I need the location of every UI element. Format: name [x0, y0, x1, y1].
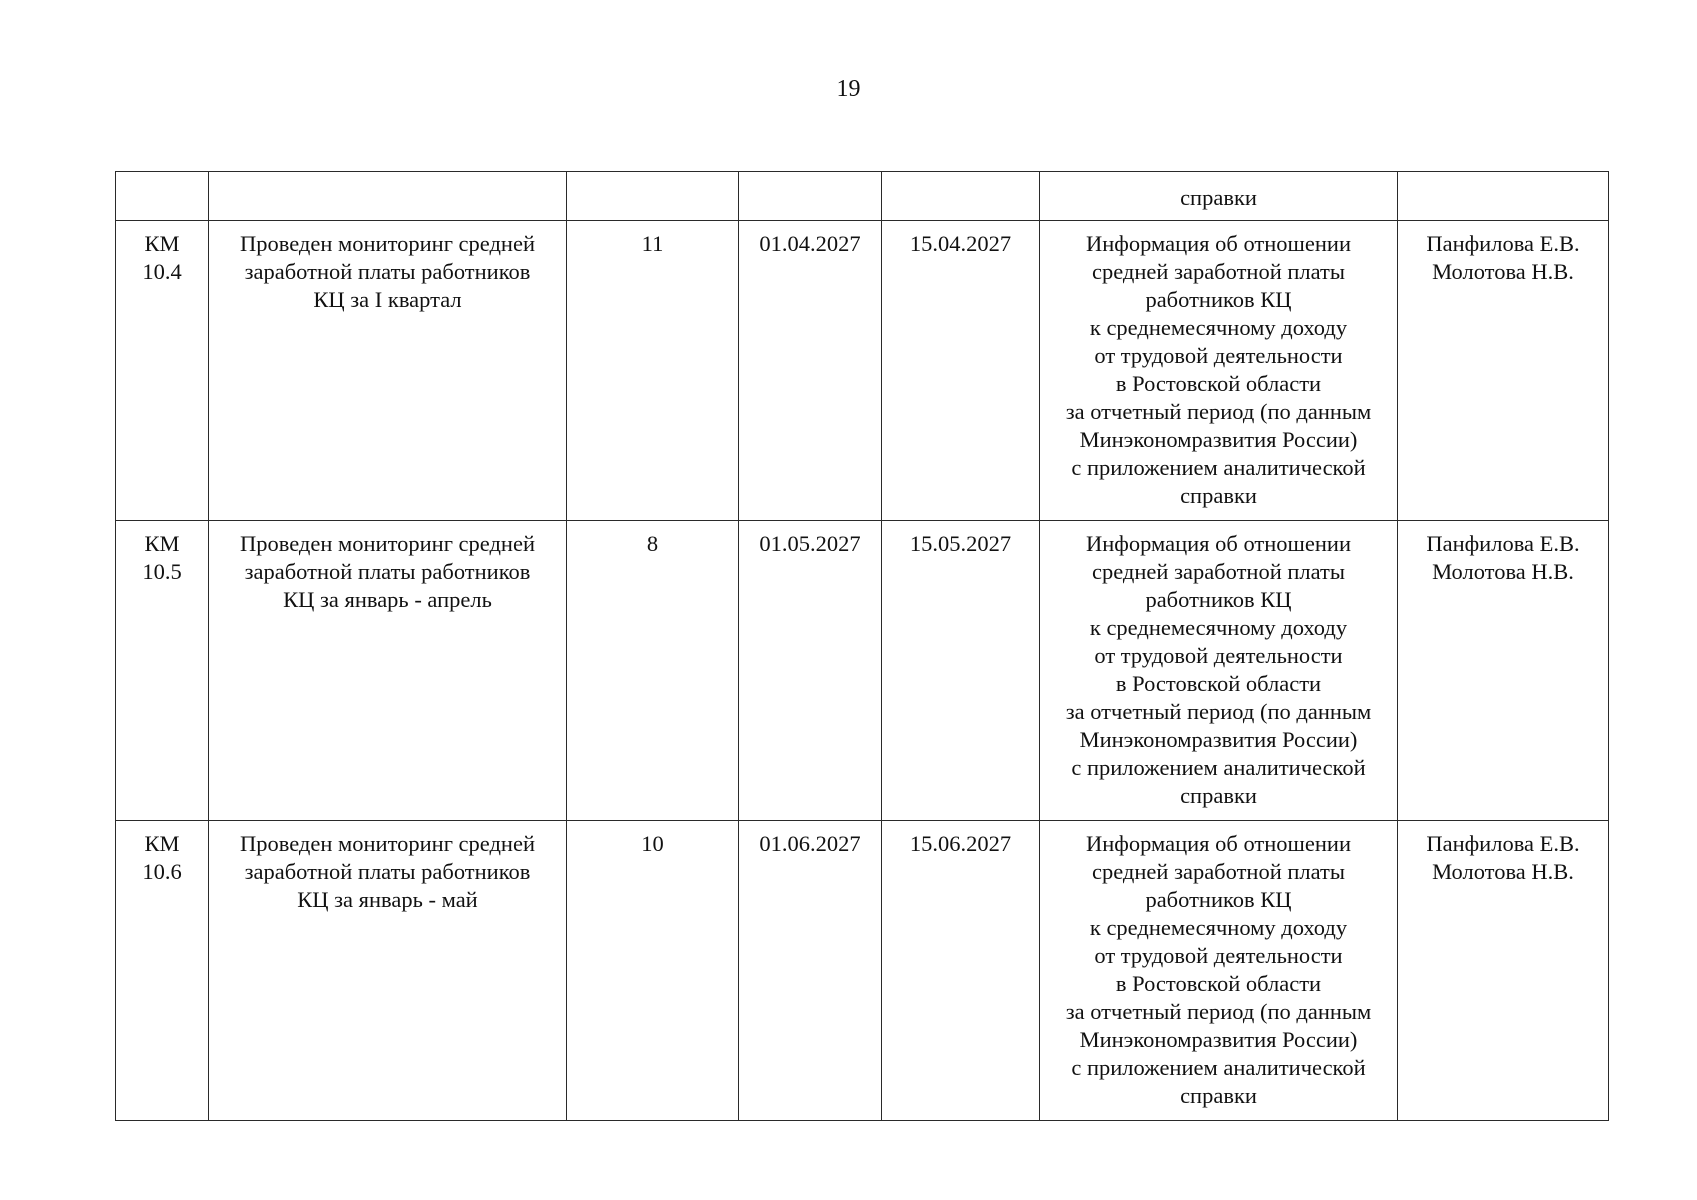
cell-responsible — [1398, 172, 1609, 221]
result-line: за отчетный период (по данным — [1065, 699, 1372, 724]
result-line: Минэкономразвития России) — [1079, 1027, 1358, 1052]
result-line: в Ростовской области — [1115, 371, 1322, 396]
result-line: за отчетный период (по данным — [1065, 399, 1372, 424]
page-number: 19 — [836, 76, 861, 102]
table-body — [116, 172, 1609, 1121]
result-line: работников КЦ — [1145, 587, 1292, 612]
description-line: КЦ за январь - апрель — [283, 587, 492, 612]
result-line: Минэкономразвития России) — [1079, 427, 1358, 452]
responsible-line: Панфилова Е.В. — [1426, 231, 1580, 256]
cell-start-date: 01.06.2027 — [739, 821, 882, 1121]
responsible-line: Панфилова Е.В. — [1426, 531, 1580, 556]
cell-result — [1040, 172, 1398, 221]
responsible-line: Молотова Н.В. — [1432, 559, 1574, 584]
table-row-continuation — [116, 172, 1609, 221]
description-line: КЦ за I квартал — [313, 287, 462, 312]
result-line: Информация об отношении — [1086, 231, 1351, 256]
code-line: 10.6 — [142, 859, 182, 884]
cell-code — [116, 221, 209, 521]
result-line: справки — [1180, 483, 1257, 508]
result-line: Минэкономразвития России) — [1079, 727, 1358, 752]
result-line: к среднемесячному доходу — [1089, 315, 1348, 340]
cell-description — [209, 521, 567, 821]
cell-result — [1040, 821, 1398, 1121]
cell-start-date — [739, 172, 882, 221]
result-line: работников КЦ — [1145, 887, 1292, 912]
result-line: к среднемесячному доходу — [1089, 915, 1348, 940]
cell-duration: 11 — [567, 221, 739, 521]
description-line: Проведен мониторинг средней — [239, 231, 536, 256]
cell-duration: 8 — [567, 521, 739, 821]
cell-code — [116, 172, 209, 221]
result-line: к среднемесячному доходу — [1089, 615, 1348, 640]
result-line: Информация об отношении — [1086, 531, 1351, 556]
control-points-table — [115, 171, 1609, 1121]
cell-result — [1040, 521, 1398, 821]
result-line: средней заработной платы — [1092, 559, 1345, 584]
result-line: с приложением аналитической — [1071, 1055, 1366, 1080]
cell-responsible — [1398, 521, 1609, 821]
cell-responsible — [1398, 221, 1609, 521]
cell-start-date: 01.05.2027 — [739, 521, 882, 821]
code-line: 10.5 — [142, 559, 182, 584]
cell-description — [209, 221, 567, 521]
code-line: 10.4 — [142, 259, 182, 284]
result-line: с приложением аналитической — [1071, 755, 1366, 780]
result-line: в Ростовской области — [1115, 971, 1322, 996]
code-line: КМ — [144, 831, 180, 856]
result-line: от трудовой деятельности — [1094, 943, 1343, 968]
description-line: заработной платы работников — [244, 859, 531, 884]
cell-code — [116, 521, 209, 821]
code-line: КМ — [144, 531, 180, 556]
code-line: КМ — [144, 231, 180, 256]
cell-end-date: 15.04.2027 — [882, 221, 1040, 521]
result-line: справки — [1180, 783, 1257, 808]
cell-end-date: 15.06.2027 — [882, 821, 1040, 1121]
cell-result — [1040, 221, 1398, 521]
result-line: справки — [1180, 1083, 1257, 1108]
result-line: средней заработной платы — [1092, 859, 1345, 884]
responsible-line: Молотова Н.В. — [1432, 859, 1574, 884]
table-row — [116, 521, 1609, 821]
description-line: КЦ за январь - май — [297, 887, 478, 912]
result-line: от трудовой деятельности — [1094, 343, 1343, 368]
result-line: с приложением аналитической — [1071, 455, 1366, 480]
cell-description — [209, 172, 567, 221]
result-line: Информация об отношении — [1086, 831, 1351, 856]
cell-responsible — [1398, 821, 1609, 1121]
responsible-line: Молотова Н.В. — [1432, 259, 1574, 284]
description-line: заработной платы работников — [244, 559, 531, 584]
cell-code — [116, 821, 209, 1121]
result-line: в Ростовской области — [1115, 671, 1322, 696]
result-line: справки — [1180, 185, 1257, 210]
result-line: за отчетный период (по данным — [1065, 999, 1372, 1024]
cell-duration — [567, 172, 739, 221]
table-row — [116, 221, 1609, 521]
cell-start-date: 01.04.2027 — [739, 221, 882, 521]
result-line: от трудовой деятельности — [1094, 643, 1343, 668]
result-line: работников КЦ — [1145, 287, 1292, 312]
cell-end-date — [882, 172, 1040, 221]
description-line: Проведен мониторинг средней — [239, 831, 536, 856]
cell-description — [209, 821, 567, 1121]
description-line: заработной платы работников — [244, 259, 531, 284]
responsible-line: Панфилова Е.В. — [1426, 831, 1580, 856]
description-line: Проведен мониторинг средней — [239, 531, 536, 556]
cell-duration: 10 — [567, 821, 739, 1121]
table-row — [116, 821, 1609, 1121]
cell-end-date: 15.05.2027 — [882, 521, 1040, 821]
result-line: средней заработной платы — [1092, 259, 1345, 284]
